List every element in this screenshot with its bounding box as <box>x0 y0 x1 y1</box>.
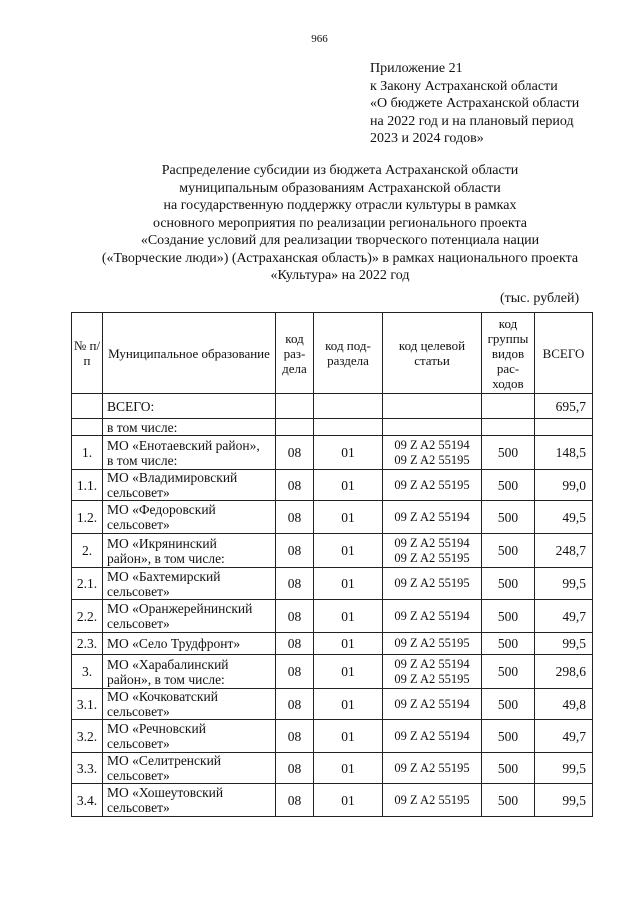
header-total: ВСЕГО <box>535 313 593 394</box>
header-subsection: код под-раздела <box>314 313 383 394</box>
cell-section: 08 <box>276 568 314 600</box>
cell-num: 2.2. <box>72 600 103 633</box>
cell-expense-group: 500 <box>482 600 535 633</box>
cell-total: 99,5 <box>535 753 593 784</box>
cell-expense-group: 500 <box>482 784 535 817</box>
cell-expense-group: 500 <box>482 568 535 600</box>
cell-name <box>103 501 276 534</box>
cell-section: 08 <box>276 633 314 655</box>
table-row <box>72 534 593 568</box>
appendix-note <box>370 60 579 148</box>
cell-total: 49,7 <box>535 600 593 633</box>
appendix-line: к Закону Астраханской области <box>370 78 558 94</box>
cell-subsection: 01 <box>314 501 383 534</box>
cell-name-line: МО «Хошеутовский <box>107 785 224 800</box>
cell-name <box>103 568 276 600</box>
cell-name-line: сельсовет» <box>107 485 170 500</box>
table-including-row <box>72 419 593 436</box>
cell-expense-group: 500 <box>482 436 535 470</box>
cell-target <box>383 720 482 753</box>
cell-name-line: сельсовет» <box>107 616 170 631</box>
cell-section: 08 <box>276 470 314 501</box>
cell-target-code: 09 Z A2 55194 <box>394 656 470 671</box>
cell-expense-group: 500 <box>482 501 535 534</box>
table-row <box>72 689 593 720</box>
cell-name-line: МО «Икрянинский <box>107 535 217 551</box>
appendix-line: 2023 и 2024 годов» <box>370 131 484 146</box>
cell-name-line: МО «Оранжерейнинский <box>107 601 253 616</box>
cell-total: 99,0 <box>535 470 593 501</box>
title-line: «Создание условий для реализации творческого потенциала нации <box>140 233 540 248</box>
cell-num: 2. <box>72 534 103 568</box>
cell-num: 3.2. <box>72 720 103 753</box>
cell-num: 1.2. <box>72 501 103 534</box>
cell-target-code: 09 Z A2 55194 <box>394 728 470 743</box>
table-row <box>72 568 593 600</box>
total-value: 695,7 <box>535 394 593 419</box>
cell-subsection: 01 <box>314 784 383 817</box>
table-row <box>72 720 593 753</box>
cell-expense-group: 500 <box>482 689 535 720</box>
table-row <box>72 436 593 470</box>
cell-subsection: 01 <box>314 534 383 568</box>
cell-num: 1.1. <box>72 470 103 501</box>
cell-total: 49,8 <box>535 689 593 720</box>
cell-target-code: 09 Z A2 55195 <box>394 671 470 686</box>
cell-target-code: 09 Z A2 55195 <box>394 477 470 492</box>
cell-subsection: 01 <box>314 568 383 600</box>
cell-name-line: МО «Федоровский <box>107 502 216 517</box>
cell-name <box>103 784 276 817</box>
cell-name-line: МО «Енотаевский район», <box>107 437 260 453</box>
cell-target <box>383 689 482 720</box>
cell-target-code: 09 Z A2 55194 <box>394 509 470 524</box>
cell-target-code: 09 Z A2 55194 <box>394 608 470 623</box>
title-line: основного мероприятия по реализации регионального проекта <box>152 215 528 231</box>
cell-section: 08 <box>276 720 314 753</box>
cell-target-code: 09 Z A2 55194 <box>394 437 470 452</box>
table-row <box>72 501 593 534</box>
cell-section: 08 <box>276 753 314 784</box>
appendix-line: на 2022 год и на плановый период <box>370 113 574 129</box>
cell-section: 08 <box>276 501 314 534</box>
cell-num: 2.1. <box>72 568 103 600</box>
cell-target <box>383 600 482 633</box>
cell-name-line: МО «Харабалинский <box>107 656 229 672</box>
header-expense-group: код группы видов рас-ходов <box>482 313 535 394</box>
cell-name <box>103 720 276 753</box>
title-line: муниципальным образованиям Астраханской области <box>179 180 501 196</box>
cell-name <box>103 470 276 501</box>
cell-target <box>383 470 482 501</box>
cell-target-code: 09 Z A2 55195 <box>394 550 470 565</box>
table-row <box>72 600 593 633</box>
cell-total: 99,5 <box>535 633 593 655</box>
cell-name-line: сельсовет» <box>107 768 170 783</box>
cell-total: 248,7 <box>535 534 593 568</box>
table-header-row <box>72 313 593 394</box>
cell-num: 2.3. <box>72 633 103 655</box>
cell-subsection: 01 <box>314 753 383 784</box>
title-line: на государственную поддержку отрасли культуры в рамках <box>163 198 517 213</box>
units-label: (тыс. рублей) <box>500 291 580 306</box>
cell-name <box>103 753 276 784</box>
cell-target <box>383 655 482 689</box>
table-row <box>72 784 593 817</box>
cell-name <box>103 534 276 568</box>
title-line: Распределение субсидии из бюджета Астраханской области <box>161 163 519 178</box>
cell-target <box>383 568 482 600</box>
cell-name-line: сельсовет» <box>107 517 170 532</box>
cell-target-code: 09 Z A2 55195 <box>394 576 470 590</box>
cell-total: 99,5 <box>535 784 593 817</box>
cell-name-line: сельсовет» <box>107 736 170 751</box>
total-label: ВСЕГО: <box>103 394 276 419</box>
cell-target-code: 09 Z A2 55195 <box>394 760 470 775</box>
cell-name-line: МО «Бахтемирский <box>107 568 221 584</box>
table-row <box>72 655 593 689</box>
cell-num: 1. <box>72 436 103 470</box>
cell-target-code: 09 Z A2 55194 <box>394 535 470 550</box>
header-section: код раз-дела <box>276 313 314 394</box>
cell-target <box>383 753 482 784</box>
cell-total: 49,7 <box>535 720 593 753</box>
title-line: («Творческие люди») (Астраханская область)» в рамках национального проекта <box>101 250 579 266</box>
including-label: в том числе: <box>103 419 276 436</box>
cell-subsection: 01 <box>314 655 383 689</box>
cell-target <box>383 784 482 817</box>
cell-name-line: в том числе: <box>107 452 178 468</box>
header-num: № п/п <box>72 313 103 394</box>
cell-name-line: сельсовет» <box>107 704 170 719</box>
cell-expense-group: 500 <box>482 720 535 753</box>
cell-subsection: 01 <box>314 600 383 633</box>
cell-name <box>103 633 276 655</box>
header-target: код целевой статьи <box>383 313 482 394</box>
cell-expense-group: 500 <box>482 534 535 568</box>
cell-name-line: район», в том числе: <box>107 550 225 566</box>
header-name: Муниципальное образование <box>103 313 276 394</box>
cell-num: 3.3. <box>72 753 103 784</box>
cell-name-line: МО «Речновский <box>107 721 206 736</box>
cell-total: 49,5 <box>535 501 593 534</box>
cell-total: 298,6 <box>535 655 593 689</box>
cell-subsection: 01 <box>314 436 383 470</box>
cell-section: 08 <box>276 600 314 633</box>
cell-expense-group: 500 <box>482 633 535 655</box>
cell-num: 3.4. <box>72 784 103 817</box>
cell-section: 08 <box>276 689 314 720</box>
table-row <box>72 470 593 501</box>
cell-total: 99,5 <box>535 568 593 600</box>
cell-subsection: 01 <box>314 720 383 753</box>
page-number: 966 <box>311 33 328 45</box>
cell-name-line: район», в том числе: <box>107 671 225 687</box>
cell-target <box>383 633 482 655</box>
cell-section: 08 <box>276 436 314 470</box>
cell-expense-group: 500 <box>482 470 535 501</box>
cell-num: 3. <box>72 655 103 689</box>
cell-expense-group: 500 <box>482 753 535 784</box>
cell-subsection: 01 <box>314 689 383 720</box>
cell-name-line: МО «Кочковатский <box>107 689 218 704</box>
appendix-line: «О бюджете Астраханской области <box>370 96 580 111</box>
cell-expense-group: 500 <box>482 655 535 689</box>
cell-name-line: МО «Село Трудфронт» <box>107 636 241 651</box>
cell-target-code: 09 Z A2 55195 <box>394 452 470 467</box>
cell-section: 08 <box>276 655 314 689</box>
cell-name-line: МО «Селитренский <box>107 753 222 768</box>
cell-section: 08 <box>276 784 314 817</box>
cell-name <box>103 689 276 720</box>
cell-name-line: МО «Владимировский <box>107 470 238 485</box>
subsidy-table <box>71 312 593 817</box>
appendix-line: Приложение 21 <box>370 61 463 76</box>
cell-target <box>383 534 482 568</box>
cell-target <box>383 501 482 534</box>
title-line: «Культура» на 2022 год <box>270 268 410 283</box>
cell-total: 148,5 <box>535 436 593 470</box>
table-row <box>72 753 593 784</box>
table-total-row <box>72 394 593 419</box>
cell-name <box>103 655 276 689</box>
cell-num: 3.1. <box>72 689 103 720</box>
cell-name <box>103 436 276 470</box>
cell-name-line: сельсовет» <box>107 800 170 815</box>
table-row <box>72 633 593 655</box>
cell-target-code: 09 Z A2 55195 <box>394 636 470 650</box>
cell-subsection: 01 <box>314 470 383 501</box>
cell-target-code: 09 Z A2 55194 <box>394 696 470 711</box>
cell-name <box>103 600 276 633</box>
cell-name-line: сельсовет» <box>107 583 170 599</box>
cell-section: 08 <box>276 534 314 568</box>
cell-target-code: 09 Z A2 55195 <box>394 792 470 807</box>
document-title <box>40 162 639 285</box>
cell-target <box>383 436 482 470</box>
cell-subsection: 01 <box>314 633 383 655</box>
